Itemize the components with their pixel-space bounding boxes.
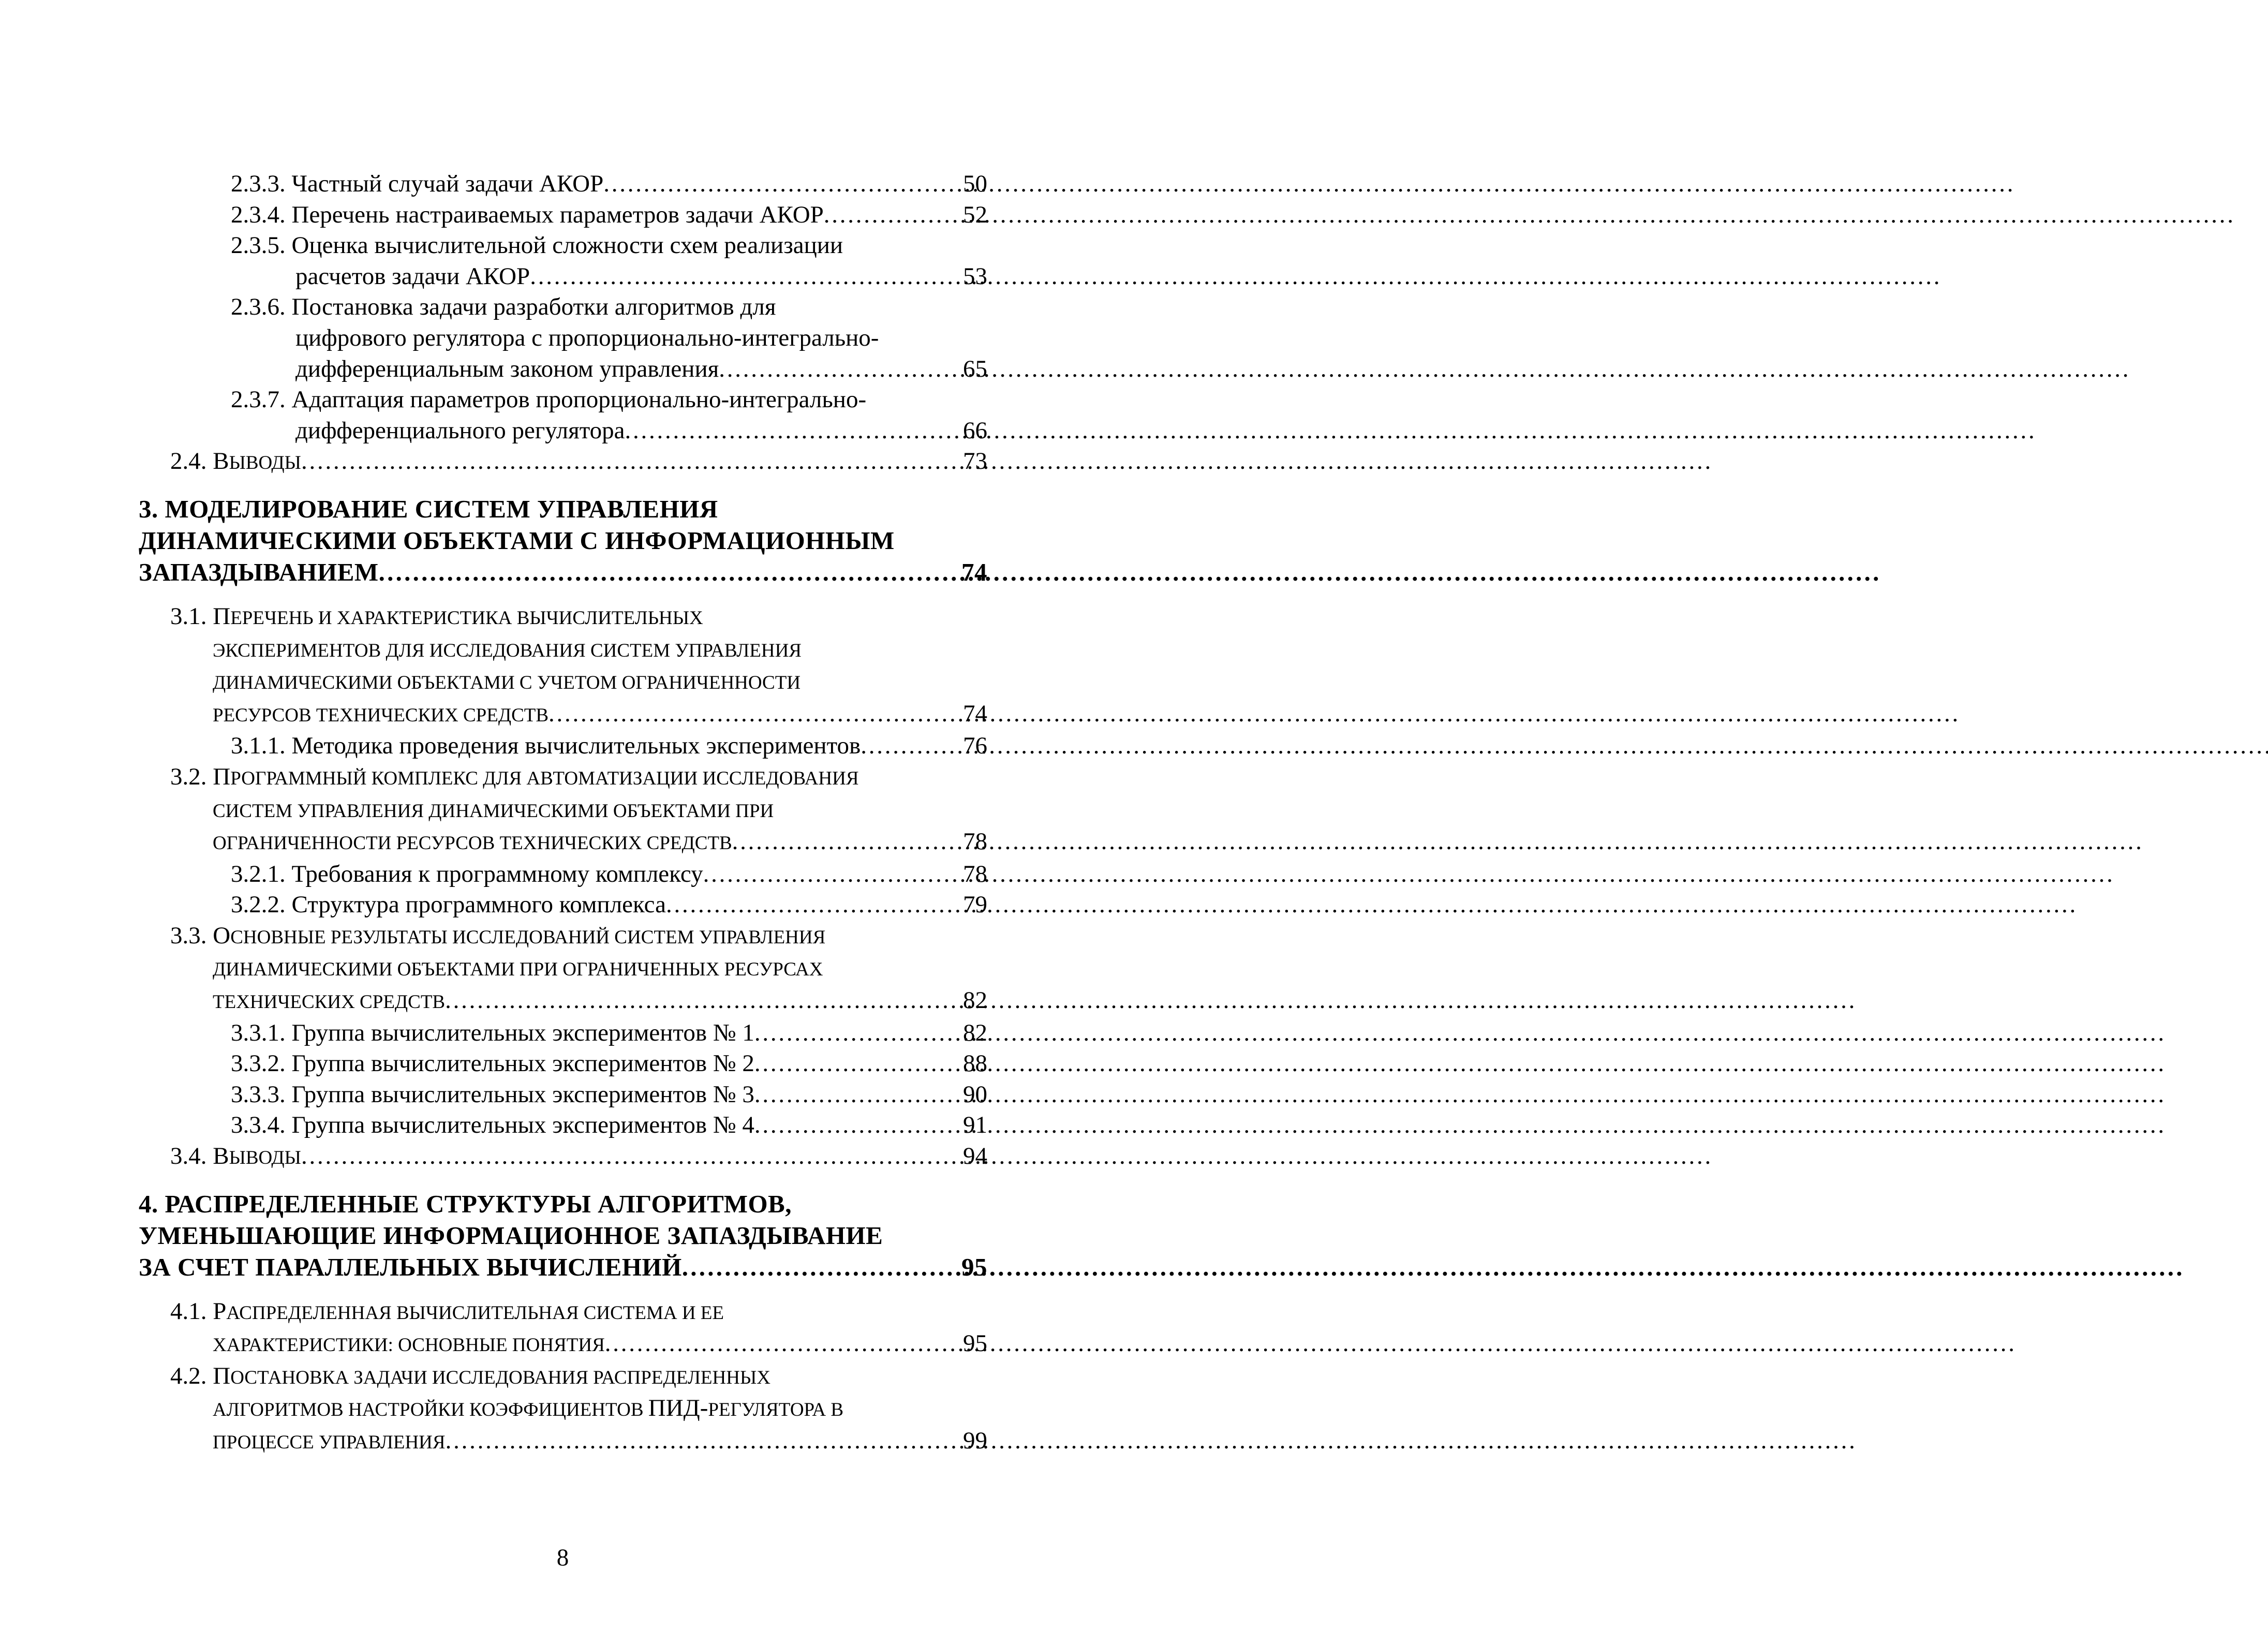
toc-entry-page: 50	[963, 170, 987, 197]
toc-entry-page: 74	[961, 557, 987, 586]
toc-entry-title-line	[139, 1393, 987, 1426]
toc-entry-3-3-2[interactable]	[139, 1048, 987, 1079]
dot-leader	[625, 416, 963, 447]
toc-entry-title: 2.3.4. Перечень настраиваемых параметров задачи АКОР	[231, 201, 824, 228]
dot-leader	[754, 1048, 963, 1079]
toc-entry-page: 82	[963, 1019, 987, 1046]
dot-leader	[603, 169, 963, 200]
toc-entry-2-4[interactable]	[139, 446, 987, 479]
toc-entry-title: 2.3.3. Частный случай задачи АКОР	[231, 170, 604, 197]
toc-entry-2-3-7[interactable]	[139, 384, 987, 446]
chapter-title-line: 3. МОДЕЛИРОВАНИЕ СИСТЕМ УПРАВЛЕНИЯ	[139, 494, 718, 523]
document-page	[0, 0, 1125, 1630]
title-smallcaps: ДИНАМИЧЕСКИМИ ОБЪЕКТАМИ С УЧЕТОМ ОГРАНИЧЕННОСТИ	[213, 672, 801, 694]
title-smallcaps: СНОВНЫЕ РЕЗУЛЬТАТЫ ИССЛЕДОВАНИЙ СИСТЕМ УПРАВЛЕНИЯ	[230, 926, 826, 948]
toc-entry-page: 74	[963, 700, 987, 727]
title-smallcaps: ПРОЦЕССЕ УПРАВЛЕНИЯ	[213, 1432, 446, 1453]
dot-leader	[732, 826, 963, 857]
title-smallcaps: РЕСУРСОВ ТЕХНИЧЕСКИХ СРЕДСТВ	[213, 704, 549, 726]
toc-entry-2-3-6[interactable]	[139, 292, 987, 384]
title-number: 3.3. О	[170, 922, 231, 949]
toc-entry-page: 82	[963, 987, 987, 1014]
toc-entry-page: 90	[963, 1080, 987, 1108]
toc-entry-2-3-3[interactable]	[139, 169, 987, 200]
toc-entry-3-3[interactable]	[139, 921, 987, 1018]
toc-entry-title-line	[213, 985, 445, 1018]
title-smallcaps: РЕГУЛЯТОРА В	[708, 1399, 844, 1421]
toc-entry-page: 79	[963, 891, 987, 918]
toc-entry-page: 65	[963, 355, 987, 382]
title-smallcaps: ОГРАНИЧЕННОСТИ РЕСУРСОВ ТЕХНИЧЕСКИХ СРЕДСТВ	[213, 833, 732, 854]
title-smallcaps: ЕРЕЧЕНЬ И ХАРАКТЕРИСТИКА ВЫЧИСЛИТЕЛЬНЫХ	[230, 607, 703, 629]
toc-entry-title-line	[139, 1361, 987, 1394]
toc-entry-title	[170, 446, 301, 479]
toc-entry-3-3-4[interactable]	[139, 1110, 987, 1141]
chapter-title-line: УМЕНЬШАЮЩИЕ ИНФОРМАЦИОННОЕ ЗАПАЗДЫВАНИЕ	[139, 1221, 883, 1250]
dot-leader	[605, 1328, 963, 1359]
toc-entry-title-line	[139, 762, 987, 794]
title-smallcaps: АСПРЕДЕЛЕННАЯ ВЫЧИСЛИТЕЛЬНАЯ СИСТЕМА И ЕЕ	[226, 1302, 724, 1324]
dot-leader	[446, 1426, 963, 1457]
toc-entry-title: 3.3.1. Группа вычислительных экспериментов № 1	[231, 1019, 754, 1046]
dot-leader	[445, 985, 963, 1016]
toc-entry-title-line: дифференциальным законом управления	[295, 355, 719, 382]
dot-leader	[754, 1018, 963, 1049]
toc-entry-page: 94	[963, 1143, 987, 1170]
dot-leader	[719, 354, 963, 385]
toc-entry-3-2-1[interactable]	[139, 859, 987, 890]
dot-leader	[861, 731, 963, 762]
toc-entry-title-line	[139, 634, 987, 666]
title-number: 4.2. П	[170, 1362, 231, 1389]
toc-entry-page: 73	[963, 448, 987, 475]
toc-entry-title: 3.3.2. Группа вычислительных экспериментов № 2	[231, 1050, 754, 1077]
dot-leader	[824, 200, 963, 231]
toc-entry-3-3-1[interactable]	[139, 1018, 987, 1049]
dot-leader	[682, 1251, 961, 1283]
toc-entry-title-line	[139, 921, 987, 953]
chapter-title-line: ЗА СЧЕТ ПАРАЛЛЕЛЬНЫХ ВЫЧИСЛЕНИЙ	[139, 1252, 682, 1281]
toc-entry-title-line	[213, 1328, 605, 1361]
toc-entry-title-line: цифрового регулятора с пропорционально-интегрально-	[295, 324, 879, 351]
chapter-title-line: ДИНАМИЧЕСКИМИ ОБЪЕКТАМИ С ИНФОРМАЦИОННЫМ	[139, 526, 895, 555]
title-number: 4.1. Р	[170, 1297, 227, 1325]
toc-entry-title-line: 2.3.6. Постановка задачи разработки алгоритмов для	[231, 293, 776, 321]
title-smallcaps: ОСТАНОВКА ЗАДАЧИ ИССЛЕДОВАНИЯ РАСПРЕДЕЛЕННЫХ	[230, 1367, 770, 1388]
toc-entry-page: 95	[963, 1330, 987, 1357]
chapter-title-line: ЗАПАЗДЫВАНИЕМ	[139, 557, 379, 586]
toc-entry-4-1[interactable]	[139, 1296, 987, 1361]
toc-entry-title-line	[213, 1426, 446, 1458]
toc-entry-title-line	[139, 953, 987, 985]
toc-entry-title: 3.2.2. Структура программного комплекса	[231, 891, 666, 918]
toc-entry-title-line	[213, 826, 732, 859]
title-smallcaps: РОГРАММНЫЙ КОМПЛЕКС ДЛЯ АВТОМАТИЗАЦИИ ИССЛЕДОВАНИЯ	[230, 767, 859, 789]
toc-entry-title-line: 2.3.5. Оценка вычислительной сложности схем реализации	[231, 232, 843, 259]
toc-chapter-4[interactable]	[139, 1188, 987, 1283]
toc-entry-2-3-4[interactable]	[139, 200, 987, 231]
dot-leader	[754, 1110, 963, 1141]
toc-entry-3-2-2[interactable]	[139, 890, 987, 921]
toc-entry-title-line	[139, 1296, 987, 1329]
dot-leader	[754, 1079, 963, 1110]
toc-entry-title	[170, 1141, 301, 1174]
toc-entry-3-1-1[interactable]	[139, 731, 987, 762]
toc-entry-title-line: расчетов задачи АКОР	[295, 262, 530, 290]
toc-entry-page: 76	[963, 732, 987, 760]
dot-leader	[703, 859, 963, 890]
toc-entry-title-line	[139, 601, 987, 634]
toc-entry-3-2[interactable]	[139, 762, 987, 859]
title-smallcaps: АЛГОРИТМОВ НАСТРОЙКИ КОЭФФИЦИЕНТОВ	[213, 1399, 648, 1421]
toc-entry-title: 3.1.1. Методика проведения вычислительных экспериментов	[231, 732, 861, 760]
toc-entry-title-line	[139, 794, 987, 827]
toc-entry-title-line: дифференциального регулятора	[295, 417, 625, 444]
title-smallcaps: СИСТЕМ УПРАВЛЕНИЯ ДИНАМИЧЕСКИМИ ОБЪЕКТАМИ ПРИ	[213, 800, 774, 822]
toc-entry-3-3-3[interactable]	[139, 1079, 987, 1110]
toc-entry-page: 53	[963, 262, 987, 290]
dot-leader	[549, 699, 963, 730]
title-smallcaps: ЫВОДЫ	[229, 1147, 301, 1169]
toc-entry-page: 78	[963, 828, 987, 855]
toc-entry-title: 3.3.4. Группа вычислительных экспериментов № 4	[231, 1112, 754, 1139]
dot-leader	[301, 1141, 963, 1172]
table-of-contents	[139, 169, 987, 1458]
title-number: 3.2. П	[170, 763, 231, 790]
toc-entry-title-line	[213, 699, 549, 731]
toc-entry-4-2[interactable]	[139, 1361, 987, 1458]
toc-entry-page: 99	[963, 1427, 987, 1454]
dot-leader	[301, 446, 963, 477]
title-smallcaps: ЫВОДЫ	[229, 452, 301, 474]
toc-entry-page: 52	[963, 201, 987, 228]
dot-leader	[379, 556, 961, 588]
toc-entry-page: 66	[963, 417, 987, 444]
toc-entry-page: 88	[963, 1050, 987, 1077]
toc-entry-3-1[interactable]	[139, 601, 987, 731]
title-smallcaps: ТЕХНИЧЕСКИХ СРЕДСТВ	[213, 991, 446, 1013]
dot-leader	[530, 261, 963, 292]
page-number: 8	[556, 1544, 569, 1571]
toc-entry-title-line	[139, 666, 987, 699]
chapter-title-line: 4. РАСПРЕДЕЛЕННЫЕ СТРУКТУРЫ АЛГОРИТМОВ,	[139, 1189, 792, 1218]
dot-leader	[666, 890, 963, 921]
title-number: 2.4. В	[170, 448, 229, 475]
title-number: 3.1. П	[170, 602, 231, 630]
toc-entry-page: 95	[961, 1252, 987, 1281]
toc-entry-page: 91	[963, 1112, 987, 1139]
title-smallcaps: ХАРАКТЕРИСТИКИ: ОСНОВНЫЕ ПОНЯТИЯ	[213, 1335, 605, 1356]
toc-chapter-3[interactable]	[139, 493, 987, 588]
toc-entry-2-3-5[interactable]	[139, 230, 987, 292]
toc-entry-title-line: 2.3.7. Адаптация параметров пропорционально-интегрально-	[231, 386, 867, 413]
toc-entry-title: 3.2.1. Требования к программному комплексу	[231, 860, 703, 887]
toc-entry-title: 3.3.3. Группа вычислительных экспериментов № 3	[231, 1080, 754, 1108]
title-abbrev: ПИД-	[648, 1395, 708, 1422]
title-smallcaps: ЭКСПЕРИМЕНТОВ ДЛЯ ИССЛЕДОВАНИЯ СИСТЕМ УПРАВЛЕНИЯ	[213, 640, 802, 661]
title-smallcaps: ДИНАМИЧЕСКИМИ ОБЪЕКТАМИ ПРИ ОГРАНИЧЕННЫХ РЕСУРСАХ	[213, 959, 823, 981]
toc-entry-page: 78	[963, 860, 987, 887]
title-number: 3.4. В	[170, 1143, 229, 1170]
toc-entry-3-4[interactable]	[139, 1141, 987, 1174]
